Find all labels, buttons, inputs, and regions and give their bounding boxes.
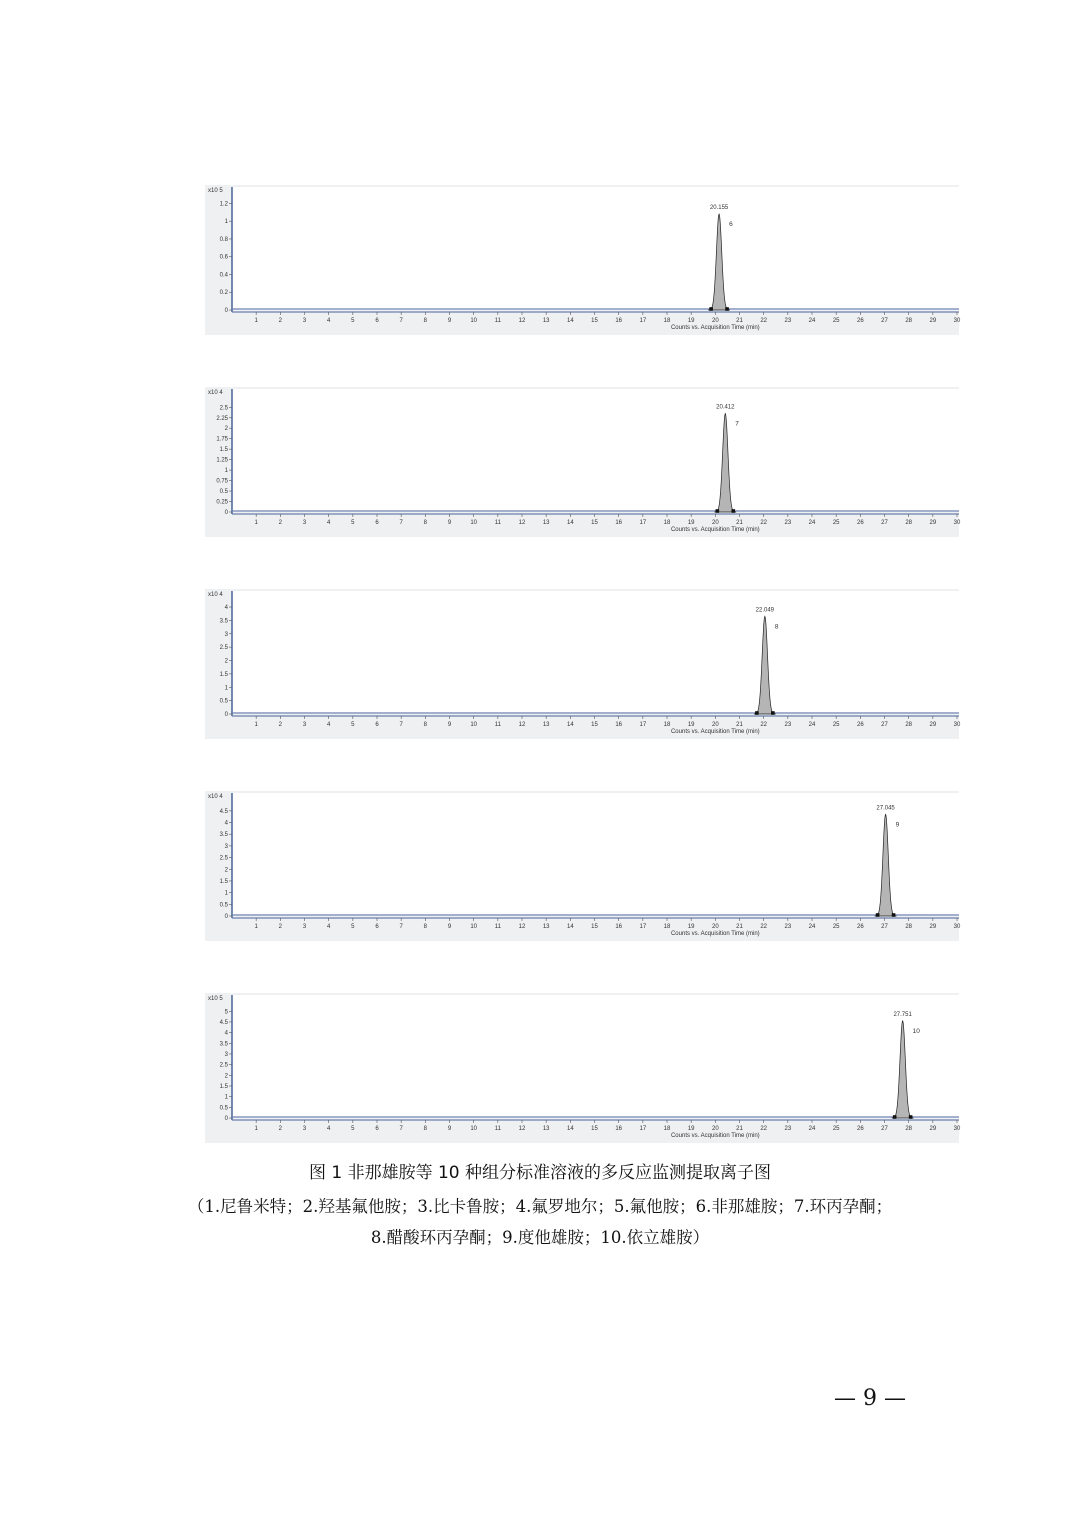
x-tick-label: 23	[784, 318, 792, 324]
figure-caption-title: 图 1 非那雄胺等 10 种组分标准溶液的多反应监测提取离子图	[308, 1163, 772, 1183]
y-tick-label: 4.5	[219, 808, 228, 815]
x-tick-label: 20	[711, 318, 719, 324]
x-tick-label: 23	[784, 1126, 792, 1132]
x-tick-label: 30	[953, 520, 961, 526]
x-tick-label: 20	[711, 722, 719, 728]
x-tick-label: 26	[856, 318, 864, 324]
y-tick-label: 1	[224, 219, 228, 226]
x-tick-label: 3	[302, 520, 307, 526]
x-tick-label: 6	[375, 1126, 379, 1132]
x-tick-label: 12	[518, 318, 526, 324]
x-tick-label: 1	[254, 318, 258, 324]
y-tick-label: 0	[224, 914, 228, 920]
y-multiplier-label: x10 4	[208, 794, 223, 800]
x-tick-label: 15	[591, 1126, 598, 1132]
x-tick-label: 15	[591, 520, 598, 526]
x-tick-label: 13	[542, 924, 550, 930]
x-tick-label: 4	[326, 1126, 331, 1132]
y-tick-label: 0.2	[219, 290, 228, 297]
x-tick-label: 12	[518, 722, 526, 728]
figure-caption-legend-line2: 8.醋酸环丙孕酮；9.度他雄胺；10.依立雄胺）	[370, 1228, 710, 1247]
y-tick-label: 1.5	[219, 1083, 228, 1090]
x-tick-label: 15	[591, 318, 598, 324]
y-multiplier-label: x10 4	[208, 592, 223, 598]
y-tick-label: 0.75	[216, 478, 228, 485]
x-tick-label: 4	[326, 520, 331, 526]
x-tick-label: 25	[832, 1126, 840, 1132]
chromatogram-svg-5	[205, 993, 959, 1143]
x-tick-label: 11	[494, 318, 501, 324]
x-tick-label: 2	[278, 520, 283, 526]
peak-id-label: 7	[735, 420, 739, 428]
y-tick-label: 2	[224, 1073, 228, 1080]
y-tick-label: 0.25	[216, 499, 228, 506]
x-tick-label: 19	[687, 924, 695, 930]
peak-rt-label: 20.412	[716, 404, 735, 411]
x-tick-label: 16	[615, 520, 623, 526]
y-tick-label: 2	[224, 426, 228, 433]
x-tick-label: 3	[302, 722, 307, 728]
x-tick-label: 2	[278, 924, 283, 930]
peak-end-marker	[731, 509, 735, 513]
peak-id-label: 10	[912, 1027, 920, 1035]
x-tick-label: 21	[736, 1126, 743, 1132]
plot-area	[232, 793, 959, 916]
peak-id-label: 8	[774, 623, 779, 631]
x-tick-label: 20	[711, 1126, 719, 1132]
x-tick-label: 4	[326, 318, 331, 324]
y-multiplier-label: x10 5	[208, 996, 223, 1002]
y-tick-label: 2.5	[219, 855, 228, 862]
x-tick-label: 25	[832, 520, 840, 526]
x-tick-label: 13	[542, 318, 550, 324]
y-tick-label: 1.5	[219, 878, 228, 885]
y-tick-label: 1	[224, 468, 228, 475]
x-tick-label: 16	[615, 924, 623, 930]
x-tick-label: 18	[663, 722, 671, 728]
x-tick-label: 11	[494, 520, 501, 526]
y-tick-label: 2.5	[219, 1062, 228, 1069]
peak-rt-label: 27.045	[876, 805, 895, 812]
y-tick-label: 0.5	[219, 1105, 228, 1112]
x-tick-label: 5	[351, 520, 355, 526]
x-tick-label: 15	[591, 722, 598, 728]
peak-rt-label: 27.751	[893, 1011, 912, 1018]
x-tick-label: 1	[254, 520, 258, 526]
x-tick-label: 14	[566, 924, 574, 930]
y-tick-label: 0	[224, 308, 228, 314]
y-tick-label: 3	[224, 843, 228, 850]
x-tick-label: 1	[254, 722, 258, 728]
x-tick-label: 22	[760, 318, 768, 324]
x-tick-label: 10	[470, 924, 478, 930]
x-tick-label: 2	[278, 722, 283, 728]
x-tick-label: 12	[518, 520, 526, 526]
chromatogram-svg-4	[205, 791, 959, 941]
plot-area	[232, 591, 959, 714]
x-tick-label: 19	[687, 722, 695, 728]
x-tick-label: 30	[953, 1126, 961, 1132]
x-tick-label: 29	[929, 722, 937, 728]
x-tick-label: 13	[542, 520, 550, 526]
x-tick-label: 5	[351, 722, 355, 728]
y-tick-label: 4	[224, 605, 228, 612]
x-tick-label: 17	[639, 318, 647, 324]
x-tick-label: 8	[423, 1126, 428, 1132]
chromatogram-panel-4	[205, 791, 959, 941]
x-tick-label: 8	[423, 924, 428, 930]
page-number: — 9 —	[834, 1386, 906, 1411]
x-tick-label: 26	[856, 722, 864, 728]
x-tick-label: 27	[881, 318, 888, 324]
y-tick-label: 1.2	[219, 201, 228, 208]
chromatogram-svg-1	[205, 185, 959, 335]
x-tick-label: 21	[736, 318, 743, 324]
x-tick-label: 6	[375, 520, 379, 526]
peak-start-marker	[709, 307, 713, 311]
x-tick-label: 27	[881, 924, 888, 930]
y-tick-label: 1.75	[216, 436, 228, 443]
y-tick-label: 1	[224, 890, 228, 897]
x-tick-label: 4	[326, 924, 331, 930]
x-tick-label: 5	[351, 1126, 355, 1132]
x-tick-label: 18	[663, 924, 671, 930]
x-tick-label: 7	[399, 1126, 403, 1132]
plot-area	[232, 187, 959, 310]
x-tick-label: 30	[953, 722, 961, 728]
x-tick-label: 24	[808, 924, 816, 930]
x-tick-label: 26	[856, 924, 864, 930]
x-tick-label: 9	[447, 722, 452, 728]
y-tick-label: 4	[224, 820, 228, 827]
y-tick-label: 0.4	[219, 272, 228, 279]
x-tick-label: 6	[375, 722, 379, 728]
y-tick-label: 3	[224, 631, 228, 638]
peak-start-marker	[716, 509, 720, 513]
plot-area	[232, 389, 959, 512]
x-tick-label: 13	[542, 722, 550, 728]
y-tick-label: 1	[224, 1094, 228, 1101]
x-tick-label: 11	[494, 1126, 501, 1132]
x-tick-label: 7	[399, 924, 403, 930]
y-tick-label: 0.8	[219, 236, 228, 243]
x-tick-label: 14	[566, 1126, 574, 1132]
y-tick-label: 2.5	[219, 405, 228, 412]
x-tick-label: 15	[591, 924, 598, 930]
y-tick-label: 2.25	[216, 415, 228, 422]
chromatogram-panel-1	[205, 185, 959, 335]
x-tick-label: 26	[856, 1126, 864, 1132]
x-tick-label: 11	[494, 924, 501, 930]
x-tick-label: 27	[881, 722, 888, 728]
x-tick-label: 17	[639, 722, 647, 728]
x-tick-label: 17	[639, 1126, 647, 1132]
y-tick-label: 2	[224, 658, 228, 665]
y-tick-label: 0.5	[219, 698, 228, 705]
chromatogram-panel-5	[205, 993, 959, 1143]
x-tick-label: 12	[518, 924, 526, 930]
x-tick-label: 9	[447, 924, 452, 930]
peak-id-label: 6	[729, 221, 733, 229]
y-tick-label: 4	[224, 1030, 228, 1037]
x-tick-label: 23	[784, 520, 792, 526]
x-tick-label: 26	[856, 520, 864, 526]
y-tick-label: 0.6	[219, 254, 228, 261]
x-tick-label: 28	[905, 1126, 913, 1132]
y-tick-label: 3.5	[219, 618, 228, 625]
peak-end-marker	[771, 711, 775, 715]
x-tick-label: 3	[302, 1126, 307, 1132]
x-tick-label: 10	[470, 722, 478, 728]
x-tick-label: 28	[905, 520, 913, 526]
x-axis-label: Counts vs. Acquisition Time (min)	[670, 325, 760, 331]
x-tick-label: 9	[447, 520, 452, 526]
x-axis-label: Counts vs. Acquisition Time (min)	[670, 527, 760, 533]
x-tick-label: 10	[470, 1126, 478, 1132]
x-tick-label: 7	[399, 318, 403, 324]
x-tick-label: 16	[615, 1126, 623, 1132]
x-tick-label: 6	[375, 318, 379, 324]
y-tick-label: 0	[224, 712, 228, 718]
x-tick-label: 5	[351, 924, 355, 930]
peak-end-marker	[725, 307, 729, 311]
x-tick-label: 16	[615, 722, 623, 728]
y-tick-label: 3.5	[219, 832, 228, 839]
x-tick-label: 2	[278, 318, 283, 324]
peak-rt-label: 22.049	[755, 607, 775, 614]
y-tick-label: 0	[224, 1116, 228, 1122]
x-tick-label: 14	[566, 520, 574, 526]
x-tick-label: 14	[566, 722, 574, 728]
figure-caption-legend-line1: （1.尼鲁米特；2.羟基氟他胺；3.比卡鲁胺；4.氟罗地尔；5.氟他胺；6.非那雄胺；7.环丙孕酮；	[187, 1197, 893, 1216]
x-tick-label: 27	[881, 1126, 888, 1132]
x-tick-label: 8	[423, 722, 428, 728]
y-tick-label: 1.5	[219, 447, 228, 454]
y-tick-label: 2	[224, 867, 228, 874]
x-tick-label: 28	[905, 722, 913, 728]
x-tick-label: 10	[470, 318, 478, 324]
x-tick-label: 8	[423, 520, 428, 526]
x-tick-label: 6	[375, 924, 379, 930]
x-tick-label: 7	[399, 520, 403, 526]
x-tick-label: 24	[808, 1126, 816, 1132]
x-tick-label: 22	[760, 1126, 768, 1132]
y-tick-label: 3.5	[219, 1041, 228, 1048]
x-tick-label: 30	[953, 924, 961, 930]
x-tick-label: 25	[832, 318, 840, 324]
y-tick-label: 2.5	[219, 645, 228, 652]
x-tick-label: 24	[808, 520, 816, 526]
x-tick-label: 28	[905, 318, 913, 324]
x-tick-label: 7	[399, 722, 403, 728]
x-tick-label: 14	[566, 318, 574, 324]
x-tick-label: 23	[784, 924, 792, 930]
y-tick-label: 5	[224, 1009, 228, 1016]
x-tick-label: 18	[663, 520, 671, 526]
peak-end-marker	[892, 913, 896, 917]
x-tick-label: 30	[953, 318, 961, 324]
y-multiplier-label: x10 4	[208, 390, 223, 396]
x-tick-label: 4	[326, 722, 331, 728]
x-tick-label: 3	[302, 924, 307, 930]
x-tick-label: 23	[784, 722, 792, 728]
peak-end-marker	[909, 1115, 913, 1119]
x-tick-label: 21	[736, 924, 743, 930]
peak-id-label: 9	[895, 821, 900, 829]
peak-start-marker	[876, 913, 880, 917]
peak-start-marker	[893, 1115, 897, 1119]
y-tick-label: 4.5	[219, 1019, 228, 1026]
x-tick-label: 13	[542, 1126, 550, 1132]
chromatogram-panel-2	[205, 387, 959, 537]
x-tick-label: 16	[615, 318, 623, 324]
y-tick-label: 1.5	[219, 671, 228, 678]
y-multiplier-label: x10 5	[208, 188, 223, 194]
x-tick-label: 22	[760, 924, 768, 930]
x-tick-label: 18	[663, 1126, 671, 1132]
x-tick-label: 22	[760, 722, 768, 728]
x-tick-label: 2	[278, 1126, 283, 1132]
y-tick-label: 0.5	[219, 902, 228, 909]
chromatogram-svg-2	[205, 387, 959, 537]
x-tick-label: 17	[639, 520, 647, 526]
x-tick-label: 21	[736, 520, 743, 526]
x-tick-label: 29	[929, 318, 937, 324]
y-tick-label: 1	[224, 685, 228, 692]
x-tick-label: 28	[905, 924, 913, 930]
x-tick-label: 8	[423, 318, 428, 324]
x-tick-label: 20	[711, 924, 719, 930]
x-tick-label: 19	[687, 520, 695, 526]
x-tick-label: 29	[929, 924, 937, 930]
x-axis-label: Counts vs. Acquisition Time (min)	[670, 1133, 760, 1139]
x-tick-label: 9	[447, 1126, 452, 1132]
y-tick-label: 0.5	[219, 489, 228, 496]
x-tick-label: 10	[470, 520, 478, 526]
plot-area	[232, 995, 959, 1118]
x-tick-label: 12	[518, 1126, 526, 1132]
chromatogram-panel-3	[205, 589, 959, 739]
x-tick-label: 29	[929, 1126, 937, 1132]
x-axis-label: Counts vs. Acquisition Time (min)	[670, 931, 760, 937]
x-tick-label: 20	[711, 520, 719, 526]
x-tick-label: 25	[832, 722, 840, 728]
x-tick-label: 29	[929, 520, 937, 526]
x-tick-label: 3	[302, 318, 307, 324]
chromatogram-svg-3	[205, 589, 959, 739]
y-tick-label: 0	[224, 510, 228, 516]
x-axis-label: Counts vs. Acquisition Time (min)	[670, 729, 760, 735]
x-tick-label: 11	[494, 722, 501, 728]
peak-start-marker	[755, 711, 759, 715]
x-tick-label: 27	[881, 520, 888, 526]
x-tick-label: 5	[351, 318, 355, 324]
x-tick-label: 22	[760, 520, 768, 526]
x-tick-label: 17	[639, 924, 647, 930]
y-tick-label: 1.25	[216, 457, 228, 464]
x-tick-label: 21	[736, 722, 743, 728]
x-tick-label: 24	[808, 722, 816, 728]
x-tick-label: 19	[687, 318, 695, 324]
y-tick-label: 3	[224, 1051, 228, 1058]
x-tick-label: 1	[254, 924, 258, 930]
x-tick-label: 24	[808, 318, 816, 324]
x-tick-label: 25	[832, 924, 840, 930]
peak-rt-label: 20.155	[709, 205, 729, 212]
x-tick-label: 18	[663, 318, 671, 324]
x-tick-label: 9	[447, 318, 452, 324]
x-tick-label: 19	[687, 1126, 695, 1132]
x-tick-label: 1	[254, 1126, 258, 1132]
